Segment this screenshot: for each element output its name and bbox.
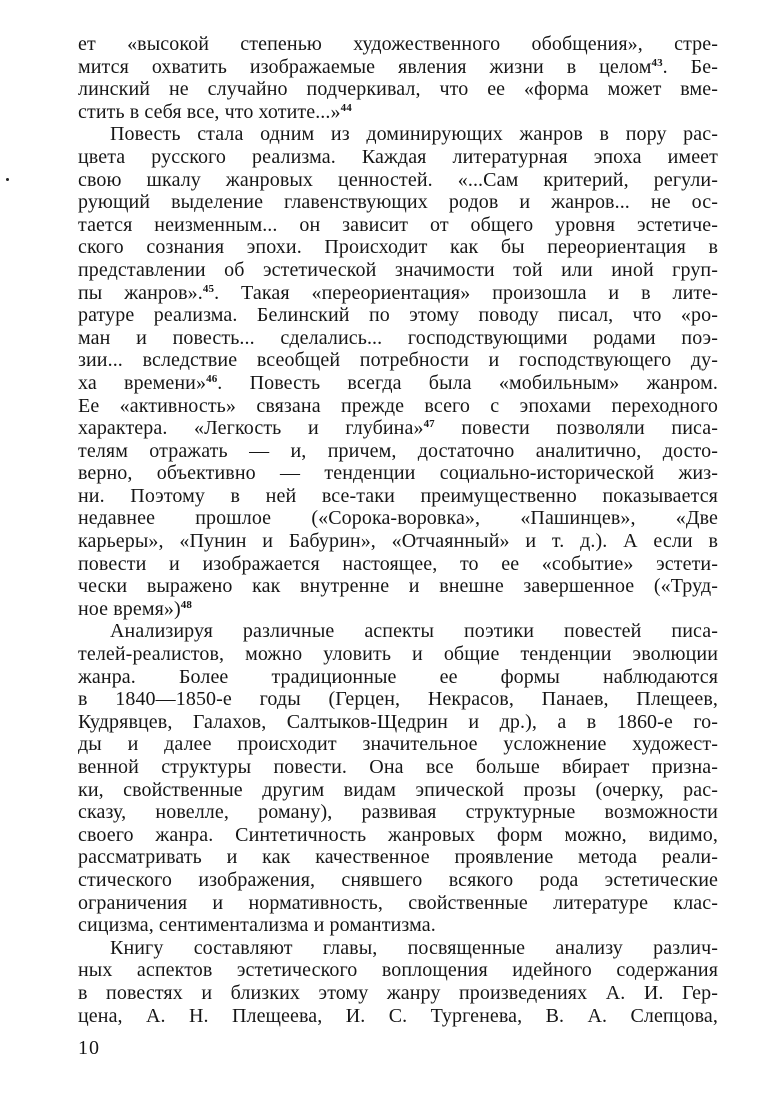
text-line: в 1840—1850-е годы (Герцен, Некрасов, Панаев, Плещеев, — [78, 688, 718, 711]
footnote-ref: 44 — [340, 101, 352, 114]
text-line: чески выражено как внутренне и внешне завершенное («Труд- — [78, 575, 718, 598]
footnote-ref: 47 — [423, 418, 435, 431]
text-line: телям отражать — и, причем, достаточно аналитично, досто- — [78, 439, 718, 462]
text-line: тается неизменным... он зависит от общего уровня эстетиче- — [78, 213, 718, 236]
text-line: Ее «активность» связана прежде всего с эпохами переходного — [78, 394, 718, 417]
text-line: рующий выделение главенствующих родов и жанров... не ос- — [78, 191, 718, 214]
text-line: сказу, новелле, роману), развивая структурные возможности — [78, 801, 718, 824]
text-line: верно, объективно — тенденции социально-исторической жиз- — [78, 462, 718, 485]
text-line: рассматривать и как качественное проявление метода реали- — [78, 846, 718, 869]
text-line: пы жанров».$^{45}$. Такая «переориентация» произошла и в лите- — [78, 281, 718, 304]
text-line: сицизма, сентиментализма и романтизма. — [78, 914, 436, 937]
text-line: ды и далее происходит значительное усложнение художест- — [78, 733, 718, 756]
footnote-ref: 45 — [202, 282, 215, 295]
text-line: Анализируя различные аспекты поэтики повестей писа- — [110, 620, 718, 643]
text-line: венной структуры повести. Она все больше вбирает призна- — [78, 756, 718, 778]
text-line: ограничения и нормативность, свойственные литературе клас- — [78, 891, 718, 914]
text-line: повести и изображается настоящее, то ее «событие» эстети- — [78, 552, 718, 575]
text-line: свою шкалу жанровых ценностей. «...Сам критерий, регули- — [78, 168, 718, 191]
body-text — [78, 33, 718, 1027]
text-line: представлении об эстетической значимости той или иной груп- — [78, 258, 718, 281]
page-number: 10 — [78, 1037, 100, 1059]
text-line: Кудрявцев, Галахов, Салтыков-Щедрин и др.), а в 1860-е го- — [78, 710, 718, 733]
text-line: мится охватить изображаемые явления жизни в целом$^{43}$. Бе- — [78, 55, 718, 78]
text-line: Повесть стала одним из доминирующих жанров в пору рас- — [110, 123, 718, 146]
footnote-ref: 46 — [206, 372, 218, 385]
text-line: телей-реалистов, можно уловить и общие тенденции эволюции — [78, 643, 718, 666]
text-line: ского сознания эпохи. Происходит как бы переориентация в — [78, 236, 718, 259]
text-line: недавнее прошлое («Сорока-воровка», «Пашинцев», «Две — [78, 507, 718, 530]
text-line: ни. Поэтому в ней все-таки преимущественно показывается — [78, 484, 718, 507]
text-line: линский не случайно подчеркивал, что ее «форма может вме- — [78, 78, 718, 101]
footnote-ref: 43 — [651, 56, 663, 69]
text-line: ное время»)$^{48}$ — [78, 597, 192, 620]
paragraph-1 — [78, 33, 718, 123]
text-line: ет «высокой степенью художественного обобщения», стре- — [78, 33, 718, 55]
text-line: жанра. Более традиционные ее формы наблюдаются — [78, 665, 718, 688]
text-line: характера. «Легкость и глубина»$^{47}$ повести позволяли писа- — [78, 417, 718, 440]
paragraph-3 — [78, 620, 718, 936]
text-line: ных аспектов эстетического воплощения идейного содержания — [78, 959, 718, 982]
text-line: зии... вследствие всеобщей потребности и господствующего ду- — [78, 349, 718, 372]
text-line: своего жанра. Синтетичность жанровых форм можно, видимо, — [78, 823, 718, 846]
text-line: карьеры», «Пунин и Бабурин», «Отчаянный» и т. д.). А если в — [78, 530, 718, 553]
text-line: ха времени»$^{46}$. Повесть всегда была «мобильным» жанром. — [78, 371, 718, 394]
text-line: ман и повесть... сделались... господствующими родами поэ- — [78, 326, 718, 349]
text-line: цвета русского реализма. Каждая литературная эпоха имеет — [78, 145, 718, 168]
text-line: Книгу составляют главы, посвященные анализу различ- — [110, 936, 718, 959]
text-line: в повестях и близких этому жанру произведениях А. И. Гер- — [78, 981, 718, 1004]
paragraph-2 — [78, 123, 718, 620]
text-line: ки, свойственные другим видам эпической прозы (очерку, рас- — [78, 778, 718, 801]
text-line: ратуре реализма. Белинский по этому поводу писал, что «ро- — [78, 304, 718, 327]
text-line: стить в себя все, что хотите...»$^{44}$ — [78, 100, 352, 123]
paragraph-4 — [78, 937, 718, 1027]
scan-speck — [6, 178, 9, 181]
footnote-ref: 48 — [180, 598, 192, 611]
text-line: цена, А. Н. Плещеева, И. С. Тургенева, В. А. Слепцова, — [78, 1004, 718, 1027]
text-line: стического изображения, снявшего всякого рода эстетические — [78, 868, 718, 891]
